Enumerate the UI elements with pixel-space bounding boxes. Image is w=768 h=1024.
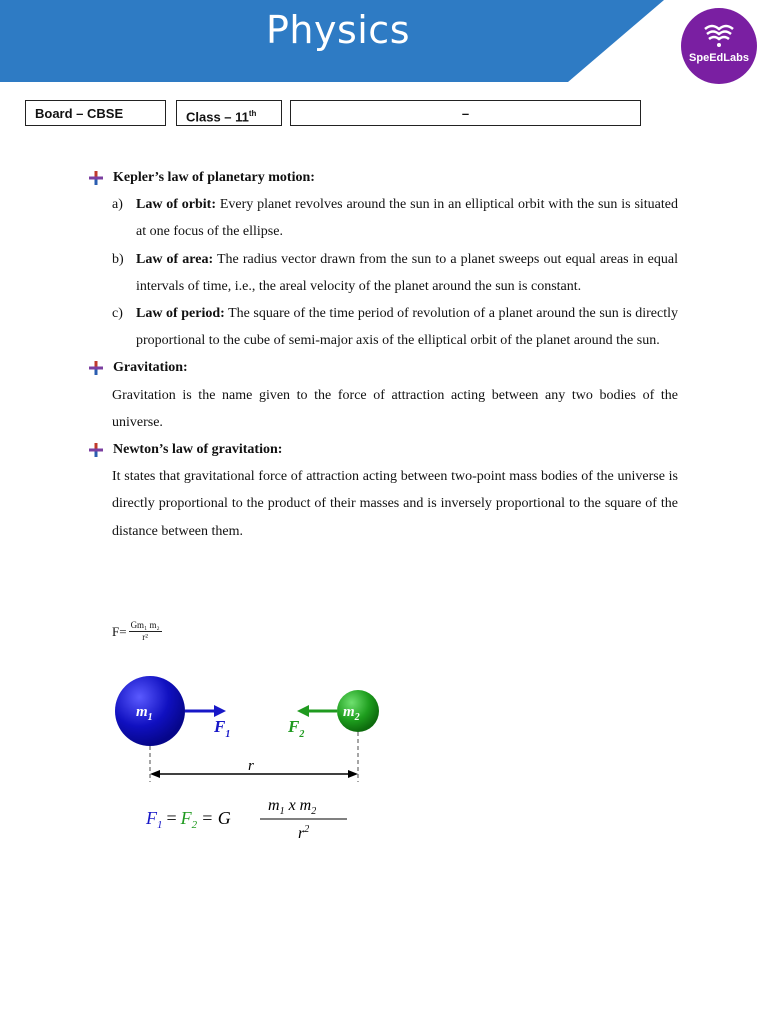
item-marker: b) bbox=[112, 251, 124, 267]
formula-fraction bbox=[129, 620, 162, 643]
gravitation-heading-row bbox=[88, 354, 678, 381]
item-marker: c) bbox=[112, 306, 123, 322]
kepler-list bbox=[88, 191, 678, 354]
distance-label: r bbox=[248, 758, 254, 774]
class-sup: th bbox=[248, 109, 257, 118]
item-text: The radius vector drawn from the sun to a planet sweeps out equal areas in equal intervals of time, i.e., the areal velocity of the planet around the sun is constant. bbox=[136, 251, 678, 294]
equation-lhs: $F_1 = F_2 = G$ bbox=[146, 808, 231, 831]
header-banner bbox=[0, 0, 768, 90]
item-marker: a) bbox=[112, 197, 123, 213]
force-2-label: $F_2$ bbox=[288, 717, 305, 740]
class-box bbox=[176, 100, 282, 126]
mass-1-label: $m_1$ bbox=[136, 704, 153, 723]
board-label: Board – CBSE bbox=[35, 106, 124, 121]
bullet-icon bbox=[88, 360, 104, 376]
distance-arrowhead-right bbox=[348, 770, 358, 778]
speedlabs-logo bbox=[681, 8, 757, 84]
item-text: Every planet revolves around the sun in an elliptical orbit with the sun is situated at one focus of the ellipse. bbox=[136, 197, 678, 240]
gravitation-text: Gravitation is the name given to the force of attraction acting between any two bodies of the universe. bbox=[112, 387, 678, 430]
force-1-label: $F_1$ bbox=[214, 717, 231, 740]
gravitation-diagram bbox=[100, 670, 400, 860]
chapter-label: – bbox=[461, 106, 470, 121]
bullet-icon bbox=[88, 170, 104, 186]
list-item bbox=[112, 300, 678, 354]
mass-1-sphere bbox=[115, 676, 185, 746]
newton-heading-row bbox=[88, 436, 678, 463]
force-2-arrowhead bbox=[297, 705, 309, 717]
item-term: Law of orbit: bbox=[136, 197, 217, 213]
mass-2-label: $m_2$ bbox=[343, 704, 360, 723]
item-term: Law of period: bbox=[136, 306, 225, 322]
list-item bbox=[112, 191, 678, 245]
distance-arrowhead-left bbox=[150, 770, 160, 778]
equation-denominator: $r^2$ bbox=[298, 824, 310, 842]
list-item bbox=[112, 246, 678, 300]
notes-content bbox=[88, 164, 678, 545]
formula-numerator: Gm₁ m₂ bbox=[130, 620, 160, 630]
newton-heading: Newton’s law of gravitation: bbox=[113, 442, 283, 458]
gravitation-heading: Gravitation: bbox=[113, 360, 188, 376]
gravitation-formula bbox=[112, 620, 162, 643]
item-text: The square of the time period of revolution of a planet around the sun is directly proportional to the cube of semi-major axis of the elliptical orbit of the planet around the sun. bbox=[136, 306, 678, 349]
kepler-heading-row bbox=[88, 164, 678, 191]
force-1-arrowhead bbox=[214, 705, 226, 717]
formula-denominator: r² bbox=[142, 632, 148, 642]
board-box bbox=[25, 100, 166, 126]
kepler-heading: Kepler’s law of planetary motion: bbox=[113, 170, 315, 185]
page-title: Physics bbox=[265, 8, 411, 52]
logo-text: SpeEdLabs bbox=[689, 52, 749, 64]
chapter-box bbox=[290, 100, 641, 126]
newton-text: It states that gravitational force of attraction acting between two-point mass bodies of the universe is directly proportional to the product of their masses and is inversely proportional to the square of the distance between them. bbox=[112, 469, 678, 539]
book-icon bbox=[703, 19, 735, 49]
item-term: Law of area: bbox=[136, 251, 214, 267]
class-label: Class – 11 bbox=[186, 109, 249, 125]
formula-lhs: F= bbox=[112, 623, 127, 639]
equation-numerator: $m_1$ x $m_2$ bbox=[268, 797, 317, 817]
bullet-icon bbox=[88, 442, 104, 458]
